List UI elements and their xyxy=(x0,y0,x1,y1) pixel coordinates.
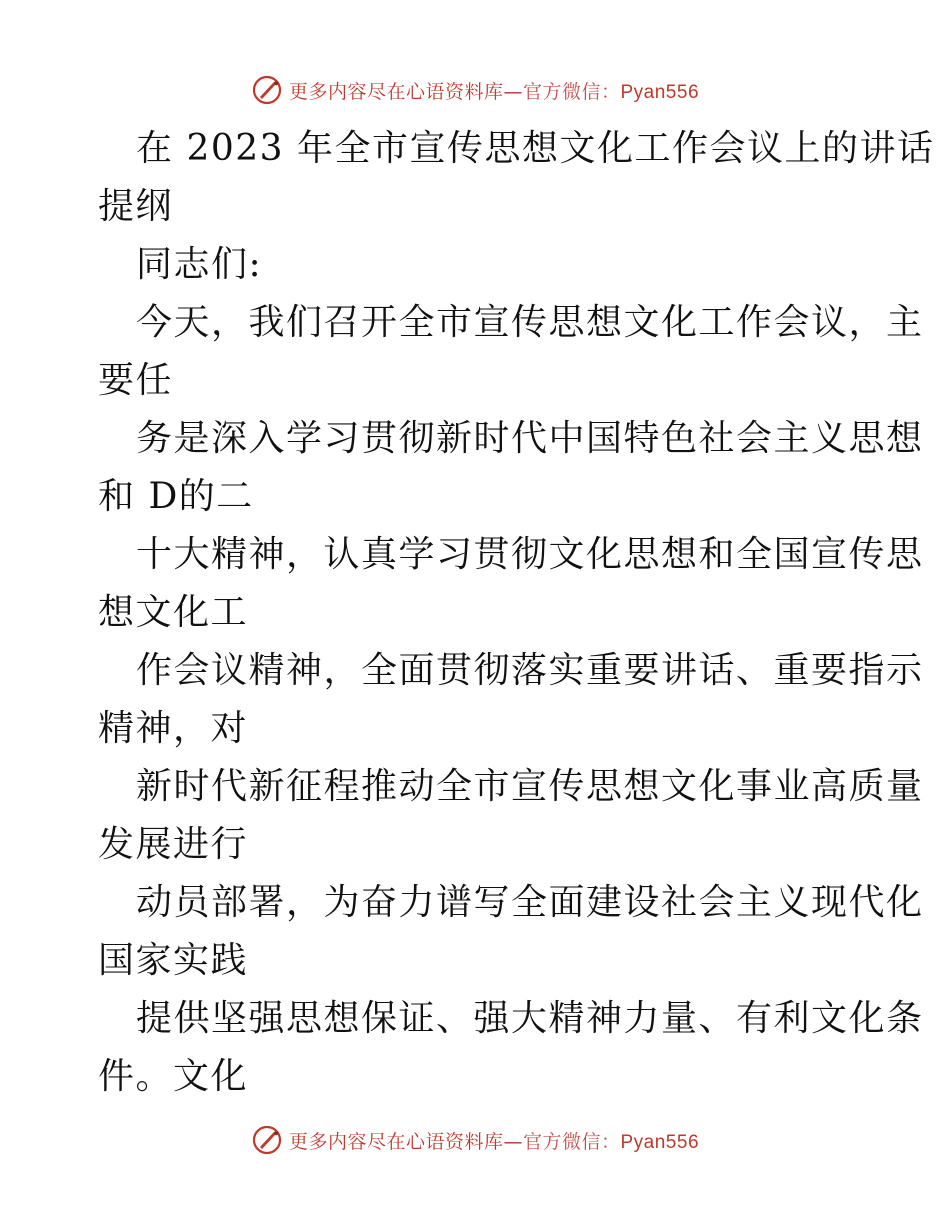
text-line: 国家实践 xyxy=(98,940,249,981)
header-wechat-label: 官方微信： xyxy=(522,80,621,103)
text-line: 发展进行 xyxy=(98,824,249,865)
text-line: 想文化工 xyxy=(98,592,249,633)
text-line: 要任 xyxy=(98,360,174,401)
text-line: 同志们: xyxy=(136,244,263,285)
footer-watermark-text xyxy=(289,1127,699,1154)
footer-watermark-banner xyxy=(0,1120,950,1160)
footer-wechat-label: 官方微信： xyxy=(522,1130,621,1153)
header-wechat-handle: Pyan556 xyxy=(620,81,700,103)
quill-logo-icon xyxy=(251,74,283,106)
text-line: 动员部署，为奋力谱写全面建设社会主义现代化 xyxy=(136,882,924,923)
document-body xyxy=(98,120,935,1106)
text-line: 和 D的二 xyxy=(98,476,254,517)
header-site-text: 更多内容尽在心语资料库 xyxy=(288,80,504,103)
text-line: 在 2023 年全市宣传思想文化工作会议上的讲话 xyxy=(136,128,935,169)
footer-wechat-handle: Pyan556 xyxy=(620,1131,700,1153)
footer-dash: — xyxy=(503,1130,523,1153)
quill-logo-icon xyxy=(251,1124,283,1156)
text-line: 精神，对 xyxy=(98,708,249,749)
text-line: 件。文化 xyxy=(98,1056,249,1097)
text-line: 新时代新征程推动全市宣传思想文化事业高质量 xyxy=(136,766,924,807)
footer-site-text: 更多内容尽在心语资料库 xyxy=(288,1130,504,1153)
text-line: 务是深入学习贯彻新时代中国特色社会主义思想 xyxy=(136,418,924,459)
header-dash: — xyxy=(503,80,523,103)
text-line: 提供坚强思想保证、强大精神力量、有利文化条 xyxy=(136,998,924,1039)
header-watermark-banner xyxy=(0,70,950,110)
text-line: 十大精神，认真学习贯彻文化思想和全国宣传思 xyxy=(136,534,924,575)
text-line: 作会议精神，全面贯彻落实重要讲话、重要指示 xyxy=(136,650,924,691)
text-line: 提纲 xyxy=(98,186,174,227)
header-watermark-text xyxy=(289,77,699,104)
text-line: 今天，我们召开全市宣传思想文化工作会议，主 xyxy=(136,302,924,343)
